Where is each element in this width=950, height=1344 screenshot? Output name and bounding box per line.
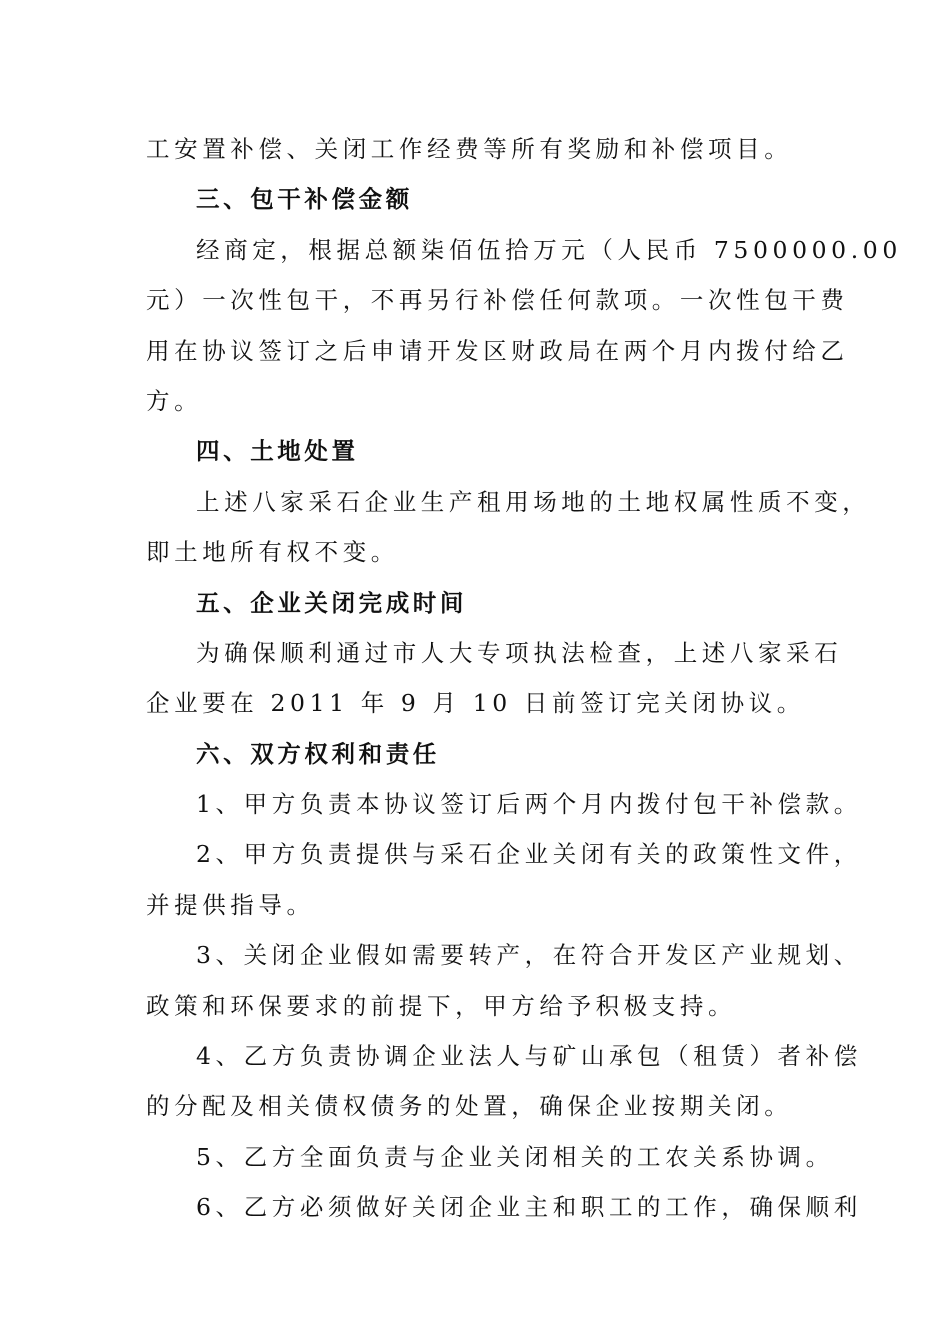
- list-item-line: 1、甲方负责本协议签订后两个月内拨付包干补偿款。: [196, 790, 862, 819]
- paragraph-line: 的分配及相关债权债务的处置，确保企业按期关闭。: [146, 1092, 793, 1121]
- section-heading-closure-time: 五、企业关闭完成时间: [196, 588, 467, 617]
- paragraph-line: 并提供指导。: [146, 890, 315, 919]
- paragraph-line: 即土地所有权不变。: [146, 538, 399, 567]
- document-body: [146, 124, 902, 1233]
- paragraph-line: 为确保顺利通过市人大专项执法检查，上述八家采石: [196, 638, 843, 667]
- paragraph-line: 企业要在 2011 年 9 月 10 日前签订完关闭协议。: [146, 689, 805, 718]
- paragraph-line: 上述八家采石企业生产租用场地的土地权属性质不变，: [196, 487, 871, 516]
- paragraph-line: 方。: [146, 386, 203, 415]
- section-heading-compensation-amount: 三、包干补偿金额: [196, 185, 413, 214]
- list-item-line: 6、乙方必须做好关闭企业主和职工的工作，确保顺利: [196, 1193, 862, 1222]
- paragraph-line: 政策和环保要求的前提下，甲方给予积极支持。: [146, 991, 737, 1020]
- list-item-line: 5、乙方全面负责与企业关闭相关的工农关系协调。: [196, 1142, 834, 1171]
- list-item-line: 3、关闭企业假如需要转产，在符合开发区产业规划、: [196, 941, 862, 970]
- list-item-line: 4、乙方负责协调企业法人与矿山承包（租赁）者补偿: [196, 1042, 862, 1071]
- section-heading-rights-responsibilities: 六、双方权利和责任: [196, 739, 440, 768]
- section-heading-land-disposal: 四、土地处置: [196, 437, 359, 466]
- paragraph-line: 用在协议签订之后申请开发区财政局在两个月内拨付给乙: [146, 336, 849, 365]
- list-item-line: 2、甲方负责提供与采石企业关闭有关的政策性文件，: [196, 840, 862, 869]
- paragraph-line: 工安置补偿、关闭工作经费等所有奖励和补偿项目。: [146, 135, 793, 163]
- paragraph-line: 经商定，根据总额柒佰伍拾万元（人民币 7500000.00: [196, 235, 902, 264]
- paragraph-line: 元）一次性包干，不再另行补偿任何款项。一次性包干费: [146, 286, 849, 315]
